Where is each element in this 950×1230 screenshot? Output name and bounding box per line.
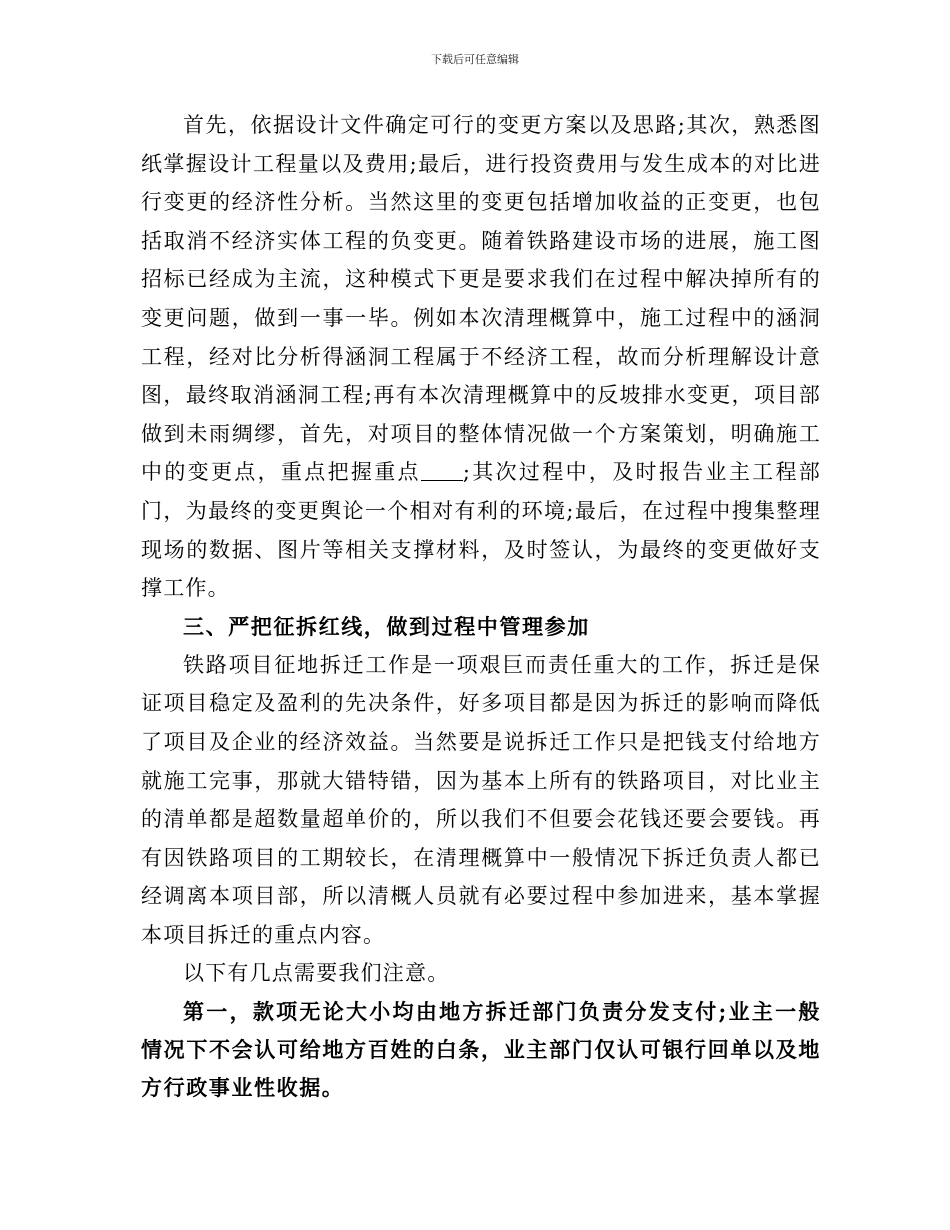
paragraph-text-part2: ;其次过程中，及时报告业主工程部门，为最终的变更舆论一个相对有利的环境;最后，在过程中搜集整理现场的数据、图片等相关支撑材料，及时签认，为最终的变更做好支撑工作。 <box>141 460 821 601</box>
section-heading: 三、严把征拆红线，做到过程中管理参加 <box>183 613 590 639</box>
paragraph-text-part1: 首先，依据设计文件确定可行的变更方案以及思路;其次，熟悉图纸掌握设计工程量以及费用;最后，进行投资费用与发生成本的对比进行变更的经济性分析。当然这里的变更包括增加收益的正变更，也包括取消不经济实体工程的负变更。随着铁路建设市场的进展，施工图招标已经成为主流，这种模式下更是要求我们在过程中解决掉所有的变更问题，做到一事一毕。例如本次清理概算中，施工过程中的涵洞工程，经对比分析得涵洞工程属于不经济工程，故而分析理解设计意图，最终取消涵洞工程;再有本次清理概算中的反坡排水变更，项目部做到未雨绸缪，首先，对项目的整体情况做一个方案策划，明确施工中的变更点，重点把握重点 <box>141 113 821 485</box>
document-body <box>141 106 821 1107</box>
fill-in-blank <box>421 460 463 481</box>
paragraph-point-one: 第一，款项无论大小均由地方拆迁部门负责分发支付;业主一般情况下不会认可给地方百姓的白条，业主部门仅认可银行回单以及地方行政事业性收据。 <box>141 999 821 1101</box>
paragraph-demolition: 铁路项目征地拆迁工作是一项艰巨而责任重大的工作，拆迁是保证项目稳定及盈利的先决条件，好多项目都是因为拆迁的影响而降低了项目及企业的经济效益。当然要是说拆迁工作只是把钱支付给地方就施工完事，那就大错特错，因为基本上所有的铁路项目，对比业主的清单都是超数量超单价的，所以我们不但要会花钱还要会要钱。再有因铁路项目的工期较长，在清理概算中一般情况下拆迁负责人都已经调离本项目部，所以清概人员就有必要过程中参加进来，基本掌握本项目拆迁的重点内容。 <box>141 652 821 947</box>
page-header: 下载后可任意编辑 <box>431 53 519 66</box>
paragraph-notes-intro: 以下有几点需要我们注意。 <box>183 961 450 986</box>
paragraph-change-management <box>141 106 821 608</box>
